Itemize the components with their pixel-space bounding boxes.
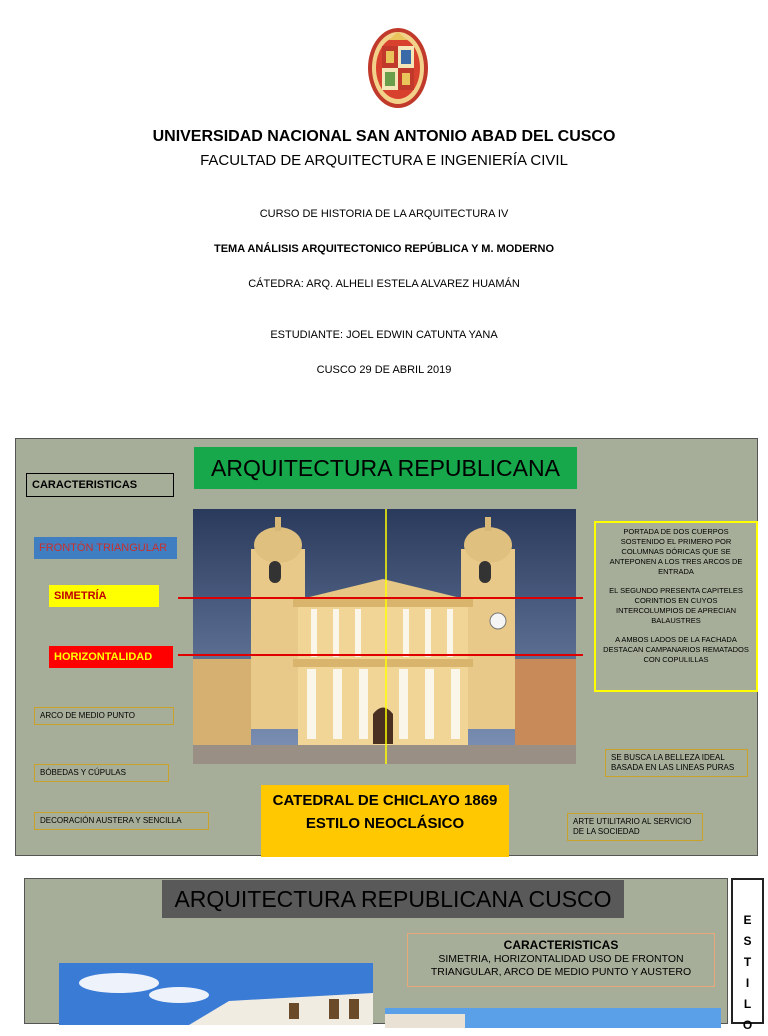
estilo-letter: S <box>743 934 752 948</box>
fronton-label: FRONTÓN TRIANGULAR <box>34 537 177 559</box>
characteristics-label: CARACTERISTICAS <box>26 473 174 497</box>
caption-line-2: ESTILO NEOCLÁSICO <box>305 815 465 832</box>
cusco-street-photo <box>385 1008 721 1028</box>
horizontalidad-label: HORIZONTALIDAD <box>49 646 173 668</box>
note-decoracion: DECORACIÓN AUSTERA Y SENCILLA <box>34 812 209 830</box>
student-line: ESTUDIANTE: JOEL EDWIN CATUNTA YANA <box>270 329 498 341</box>
estilo-side-label <box>731 878 764 1032</box>
bullet-2: EL SEGUNDO PRESENTA CAPITELES CORINTIOS EN CUYOS INTERCOLUMPIOS DE APRECIAN BALAUSTRES <box>609 586 743 625</box>
date-line: CUSCO 29 DE ABRIL 2019 <box>316 364 452 376</box>
slide-republican-architecture <box>15 438 758 856</box>
course-line: CURSO DE HISTORIA DE LA ARQUITECTURA IV <box>259 208 509 220</box>
note-belleza: SE BUSCA LA BELLEZA IDEAL BASADA EN LAS LINEAS PURAS <box>605 749 748 777</box>
cathedral-caption <box>261 785 509 857</box>
cathedral-photo <box>193 509 576 764</box>
facade-description-box <box>594 521 758 692</box>
horizontalidad-guide-line <box>178 654 583 656</box>
slide2-title: ARQUITECTURA REPUBLICANA CUSCO <box>162 880 624 918</box>
cusco-characteristics-box <box>407 933 715 987</box>
university-name: UNIVERSIDAD NACIONAL SAN ANTONIO ABAD DEL CUSCO <box>152 128 616 145</box>
cusco-building-photo <box>59 963 373 1025</box>
estilo-letter: T <box>743 955 752 969</box>
estilo-letter: E <box>743 913 752 927</box>
note-arco: ARCO DE MEDIO PUNTO <box>34 707 174 725</box>
topic-line: TEMA ANÁLISIS ARQUITECTONICO REPÚBLICA Y M. MODERNO <box>214 243 554 255</box>
chair-line: CÁTEDRA: ARQ. ALHELI ESTELA ALVAREZ HUAMÁN <box>248 278 520 290</box>
simetria-label: SIMETRÍA <box>49 585 159 607</box>
slide1-title: ARQUITECTURA REPUBLICANA <box>194 447 577 489</box>
slide-cusco-architecture <box>24 878 728 1024</box>
faculty-name: FACULTAD DE ARQUITECTURA E INGENIERÍA CIVIL <box>200 152 568 169</box>
university-crest <box>367 26 429 110</box>
note-arte: ARTE UTILITARIO AL SERVICIO DE LA SOCIEDAD <box>567 813 703 841</box>
caption-line-1: CATEDRAL DE CHICLAYO 1869 <box>272 792 498 809</box>
simetria-guide-line <box>178 597 583 599</box>
estilo-letter: L <box>743 997 752 1011</box>
note-bobedas: BÓBEDAS Y CÚPULAS <box>34 764 169 782</box>
cusco-characteristics-text: SIMETRIA, HORIZONTALIDAD USO DE FRONTON TRIANGULAR, ARCO DE MEDIO PUNTO Y AUSTERO <box>430 953 692 978</box>
bullet-3: A AMBOS LADOS DE LA FACHADA DESTACAN CAMPANARIOS REMATADOS CON COPULILLAS <box>603 635 749 664</box>
bullet-1: PORTADA DE DOS CUERPOS SOSTENIDO EL PRIMERO POR COLUMNAS DÓRICAS QUE SE ANTEPONEN A LOS TRES ARCOS DE ENTRADA <box>609 527 743 576</box>
cusco-characteristics-title: CARACTERISTICAS <box>503 938 619 952</box>
estilo-letter: I <box>745 976 750 990</box>
estilo-letter: O <box>742 1018 753 1032</box>
